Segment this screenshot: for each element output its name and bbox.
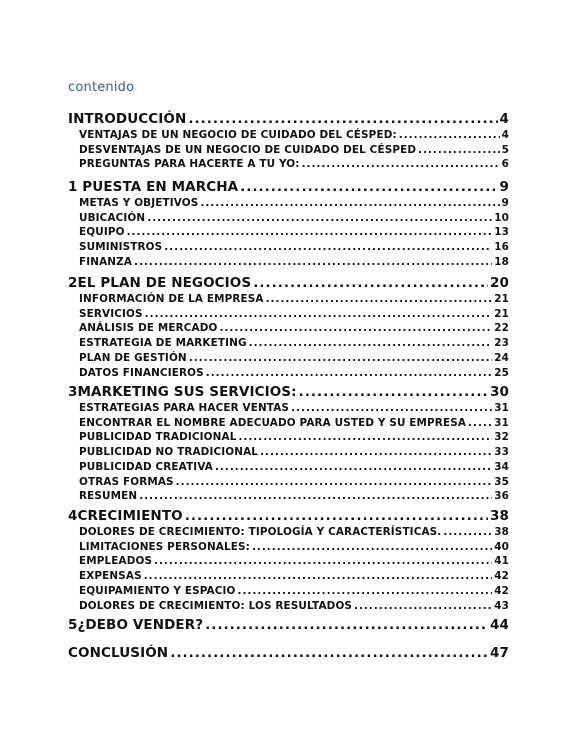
toc-section-title: 3MARKETING SUS SERVICIOS: — [68, 384, 297, 400]
toc-section[interactable] — [68, 645, 509, 661]
toc-section-title: 2EL PLAN DE NEGOCIOS — [68, 275, 252, 291]
toc-entry-title: EXPENSAS — [79, 570, 142, 583]
toc-section-title: 4CRECIMIENTO — [68, 508, 183, 524]
dot-leader — [253, 275, 488, 291]
toc-entry-page-number: 31 — [494, 402, 509, 414]
toc-section[interactable] — [68, 617, 509, 633]
toc-entry[interactable] — [79, 226, 509, 238]
toc-entry-page-number: 18 — [494, 255, 509, 268]
toc-entry[interactable] — [79, 308, 509, 320]
toc-entry[interactable] — [79, 367, 509, 379]
toc-entry-title: RESUMEN — [79, 490, 138, 503]
toc-section-page-number: 20 — [490, 275, 509, 291]
toc-entry-title: ENCONTRAR EL NOMBRE ADECUADO PARA USTED Y SU EMPRESA — [79, 416, 467, 429]
toc-entry-page-number: 36 — [494, 490, 509, 503]
dot-leader — [188, 111, 497, 127]
toc-entry-page-number: 42 — [494, 584, 509, 597]
toc-entry[interactable] — [79, 293, 509, 305]
dot-leader — [205, 617, 488, 633]
toc-entry-page-number: 32 — [494, 431, 509, 444]
dot-leader — [354, 600, 492, 612]
toc-entry-title: PUBLICIDAD NO TRADICIONAL — [79, 446, 259, 459]
toc-section-page-number: 47 — [490, 645, 509, 661]
toc-entry-title: OTRAS FORMAS — [79, 475, 174, 488]
dot-leader — [145, 308, 493, 320]
toc-section[interactable] — [68, 275, 509, 291]
dot-leader — [154, 555, 492, 567]
toc-heading: contenido — [68, 80, 135, 95]
toc-entry-page-number: 5 — [501, 143, 509, 156]
toc-entry-page-number: 13 — [494, 226, 509, 239]
toc-entry[interactable] — [79, 197, 509, 209]
dot-leader — [185, 508, 488, 524]
toc-section[interactable] — [68, 384, 509, 400]
toc-entry-title: EMPLEADOS — [79, 555, 153, 568]
dot-leader — [215, 461, 492, 473]
toc-section-page-number: 38 — [490, 508, 509, 524]
toc-section-title: INTRODUCCIÓN — [68, 111, 187, 127]
toc-section-page-number: 9 — [499, 179, 509, 195]
toc-entry-title: ANÁLISIS DE MERCADO — [79, 322, 218, 335]
toc-entry-title: METAS Y OBJETIVOS — [79, 197, 199, 209]
toc-entry[interactable] — [79, 570, 509, 582]
toc-entry-page-number: 40 — [494, 540, 509, 553]
toc-entry-page-number: 10 — [494, 211, 509, 224]
toc-entry-page-number: 31 — [494, 416, 509, 429]
toc-section[interactable] — [68, 508, 509, 524]
toc-entry-title: DATOS FINANCIEROS — [79, 366, 204, 379]
toc-entry[interactable] — [79, 490, 509, 502]
toc-section-title: 5¿DEBO VENDER? — [68, 617, 204, 633]
toc-entry-page-number: 16 — [494, 241, 509, 254]
toc-entry[interactable] — [79, 476, 509, 488]
toc-entry[interactable] — [79, 212, 509, 224]
toc-entry-page-number: 38 — [494, 526, 509, 538]
toc-entry-page-number: 42 — [494, 570, 509, 583]
dot-leader — [127, 226, 493, 238]
dot-leader — [240, 179, 497, 195]
toc-entry-page-number: 41 — [494, 555, 509, 568]
toc-section[interactable] — [68, 111, 509, 127]
toc-entry[interactable] — [79, 446, 509, 458]
toc-entry-title: FINANZA — [79, 255, 133, 268]
toc-entry[interactable] — [79, 600, 509, 612]
dot-leader — [200, 197, 499, 209]
toc-entry-title: LIMITACIONES PERSONALES: — [79, 540, 250, 553]
dot-leader — [418, 144, 499, 156]
toc-entry-title: DOLORES DE CRECIMIENTO: LOS RESULTADOS — [79, 599, 353, 612]
toc-entry-page-number: 23 — [494, 337, 509, 350]
toc-entry-page-number: 21 — [494, 307, 509, 320]
toc-entry-page-number: 22 — [494, 322, 509, 335]
toc-entry[interactable] — [79, 337, 509, 349]
toc-entry-page-number: 6 — [501, 158, 509, 171]
dot-leader — [238, 585, 493, 597]
dot-leader — [164, 241, 492, 253]
toc-entry[interactable] — [79, 144, 509, 156]
toc-entry[interactable] — [79, 555, 509, 567]
toc-entry-title: EQUIPO — [79, 226, 125, 239]
toc-entry[interactable] — [79, 526, 509, 538]
toc-entry-title: DOLORES DE CRECIMIENTO: TIPOLOGÍA Y CARACTERÍSTICAS. — [79, 526, 442, 538]
dot-leader — [266, 293, 493, 305]
toc-entry[interactable] — [79, 129, 509, 141]
toc-entry-title: PLAN DE GESTIÓN — [79, 351, 187, 364]
dot-leader — [134, 256, 492, 268]
dot-leader — [147, 212, 492, 224]
toc-entry-title: PREGUNTAS PARA HACERTE A TU YO: — [79, 158, 300, 171]
toc-entry-title: ESTRATEGIAS PARA HACER VENTAS — [79, 402, 290, 414]
toc-entry-title: DESVENTAJAS DE UN NEGOCIO DE CUIDADO DEL CÉSPED — [79, 143, 417, 156]
toc-entry-title: EQUIPAMIENTO Y ESPACIO — [79, 584, 236, 597]
dot-leader — [206, 367, 492, 379]
dot-leader — [219, 322, 492, 334]
toc-section-title: 1 PUESTA EN MARCHA — [68, 179, 239, 195]
toc-entry-title: SERVICIOS — [79, 307, 143, 320]
dot-leader — [139, 490, 492, 502]
toc-section-page-number: 44 — [490, 617, 509, 633]
toc-entry-title: ESTRATEGIA DE MARKETING — [79, 337, 247, 350]
dot-leader — [399, 129, 500, 141]
dot-leader — [189, 352, 492, 364]
toc-section-page-number: 30 — [490, 384, 509, 400]
toc-entry-title: PUBLICIDAD TRADICIONAL — [79, 431, 237, 444]
toc-entry-title: INFORMACIÓN DE LA EMPRESA — [79, 293, 264, 305]
toc-entry-page-number: 35 — [494, 475, 509, 488]
toc-entry[interactable] — [79, 417, 509, 429]
toc-entry-page-number: 43 — [494, 599, 509, 612]
toc-section-title: CONCLUSIÓN — [68, 645, 169, 661]
dot-leader — [252, 541, 492, 553]
toc-section-page-number: 4 — [499, 111, 509, 127]
toc-entry-page-number: 34 — [494, 460, 509, 473]
dot-leader — [260, 446, 492, 458]
dot-leader — [249, 337, 493, 349]
toc-entry-title: SUMINISTROS — [79, 241, 163, 254]
toc-entry[interactable] — [79, 585, 509, 597]
toc-entry[interactable] — [79, 461, 509, 473]
dot-leader — [176, 476, 493, 488]
toc-entry[interactable] — [79, 402, 509, 414]
toc-entry[interactable] — [79, 431, 509, 443]
dot-leader — [144, 570, 493, 582]
dot-leader — [443, 526, 492, 538]
toc-entry[interactable] — [79, 256, 509, 268]
toc-entry-page-number: 25 — [494, 366, 509, 379]
toc-section[interactable] — [68, 179, 509, 195]
toc-entry-title: VENTAJAS DE UN NEGOCIO DE CUIDADO DEL CÉSPED: — [79, 129, 397, 141]
toc-entry-page-number: 4 — [501, 129, 509, 141]
toc-entry-title: PUBLICIDAD CREATIVA — [79, 460, 213, 473]
toc-entry[interactable] — [79, 322, 509, 334]
toc-entry[interactable] — [79, 541, 509, 553]
toc-entry-page-number: 24 — [494, 351, 509, 364]
toc-entry-title: UBICACIÓN — [79, 211, 146, 224]
toc-entry[interactable] — [79, 352, 509, 364]
toc-entry-page-number: 21 — [494, 293, 509, 305]
dot-leader — [468, 417, 492, 429]
dot-leader — [238, 431, 492, 443]
toc-entry[interactable] — [79, 158, 509, 170]
dot-leader — [291, 402, 492, 414]
dot-leader — [299, 384, 488, 400]
toc-entry[interactable] — [79, 241, 509, 253]
dot-leader — [302, 158, 500, 170]
toc-entry-page-number: 33 — [494, 446, 509, 459]
dot-leader — [170, 645, 488, 661]
toc-entry-page-number: 9 — [501, 197, 509, 209]
